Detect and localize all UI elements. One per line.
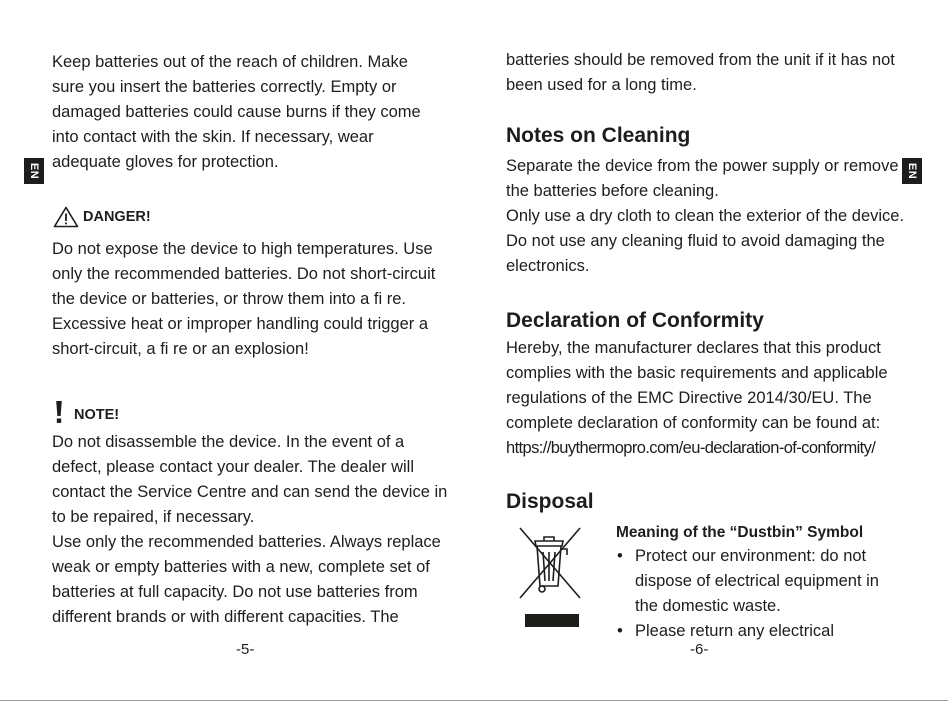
text-line: different brands or with different capacities. The <box>52 608 399 626</box>
text-line: regulations of the EMC Directive 2014/30/EU. The <box>506 389 872 407</box>
text-line: into contact with the skin. If necessary, wear <box>52 128 374 146</box>
text-line: adequate gloves for protection. <box>52 153 279 171</box>
list-item <box>615 619 879 644</box>
language-tab-left <box>24 158 44 184</box>
text-line: the domestic waste. <box>635 597 781 615</box>
list-item <box>615 544 879 619</box>
text-line: • Please return any electrical <box>635 622 835 640</box>
note-text <box>52 430 447 630</box>
text-line: dispose of electrical equipment in <box>635 572 879 590</box>
text-line: electronics. <box>506 257 590 275</box>
conformity-url[interactable]: https://buythermopro.com/eu-declaration-of-conformity/ <box>506 439 876 457</box>
text-line: batteries should be removed from the unit if it has not <box>506 51 895 69</box>
text-line: Do not use any cleaning fluid to avoid damaging the <box>506 232 885 250</box>
text-line: batteries at full capacity. Do not use batteries from <box>52 583 418 601</box>
conformity-text <box>506 336 888 461</box>
text-line: sure you insert the batteries correctly. Empty or <box>52 78 397 96</box>
text-line: complete declaration of conformity can be found at: <box>506 414 881 432</box>
language-tab-right <box>902 158 922 184</box>
battery-continued-text <box>506 48 895 98</box>
text-line: Separate the device from the power supply or remove <box>506 157 899 175</box>
text-line: complies with the basic requirements and applicable <box>506 364 888 382</box>
conformity-heading: Declaration of Conformity <box>506 309 764 332</box>
danger-text <box>52 237 435 362</box>
warning-triangle-icon <box>53 206 79 228</box>
note-label: NOTE! <box>74 407 120 423</box>
text-line: Keep batteries out of the reach of children. Make <box>52 53 408 71</box>
text-line: Only use a dry cloth to clean the exterior of the device. <box>506 207 905 225</box>
text-line: Hereby, the manufacturer declares that this product <box>506 339 881 357</box>
dustbin-symbol-heading: Meaning of the “Dustbin” Symbol <box>616 524 864 541</box>
text-line: Use only the recommended batteries. Always replace <box>52 533 441 551</box>
page-number-left: -5- <box>236 641 255 658</box>
page-number-right: -6- <box>690 641 709 658</box>
text-line: defect, please contact your dealer. The dealer will <box>52 458 414 476</box>
disposal-heading: Disposal <box>506 490 594 513</box>
text-line: been used for a long time. <box>506 76 697 94</box>
danger-label: DANGER! <box>83 209 151 225</box>
text-line: Excessive heat or improper handling could trigger a <box>52 315 429 333</box>
language-tab-right-label: EN <box>906 162 918 180</box>
text-line: the batteries before cleaning. <box>506 182 719 200</box>
cleaning-heading: Notes on Cleaning <box>506 124 691 147</box>
text-line: to be repaired, if necessary. <box>52 508 255 526</box>
crossed-out-wheelie-bin-icon <box>518 526 582 630</box>
language-tab-left-label: EN <box>28 162 40 180</box>
danger-heading <box>53 206 151 228</box>
text-line: the device or batteries, or throw them into a fi re. <box>52 290 407 308</box>
text-line: Do not disassemble the device. In the event of a <box>52 433 405 451</box>
text-line: damaged batteries could cause burns if they come <box>52 103 421 121</box>
bottom-divider <box>0 700 948 701</box>
battery-safety-intro <box>52 50 421 175</box>
text-line: Do not expose the device to high temperatures. Use <box>52 240 433 258</box>
note-heading <box>54 398 119 424</box>
text-line: weak or empty batteries with a new, complete set of <box>52 558 430 576</box>
exclamation-icon <box>54 400 64 424</box>
disposal-bullet-list <box>615 544 879 644</box>
text-line: • Protect our environment: do not <box>635 547 867 565</box>
text-line: only the recommended batteries. Do not short-circuit <box>52 265 436 283</box>
text-line: short-circuit, a fi re or an explosion! <box>52 340 309 358</box>
cleaning-text <box>506 154 904 279</box>
text-line: contact the Service Centre and can send the device in <box>52 483 448 501</box>
